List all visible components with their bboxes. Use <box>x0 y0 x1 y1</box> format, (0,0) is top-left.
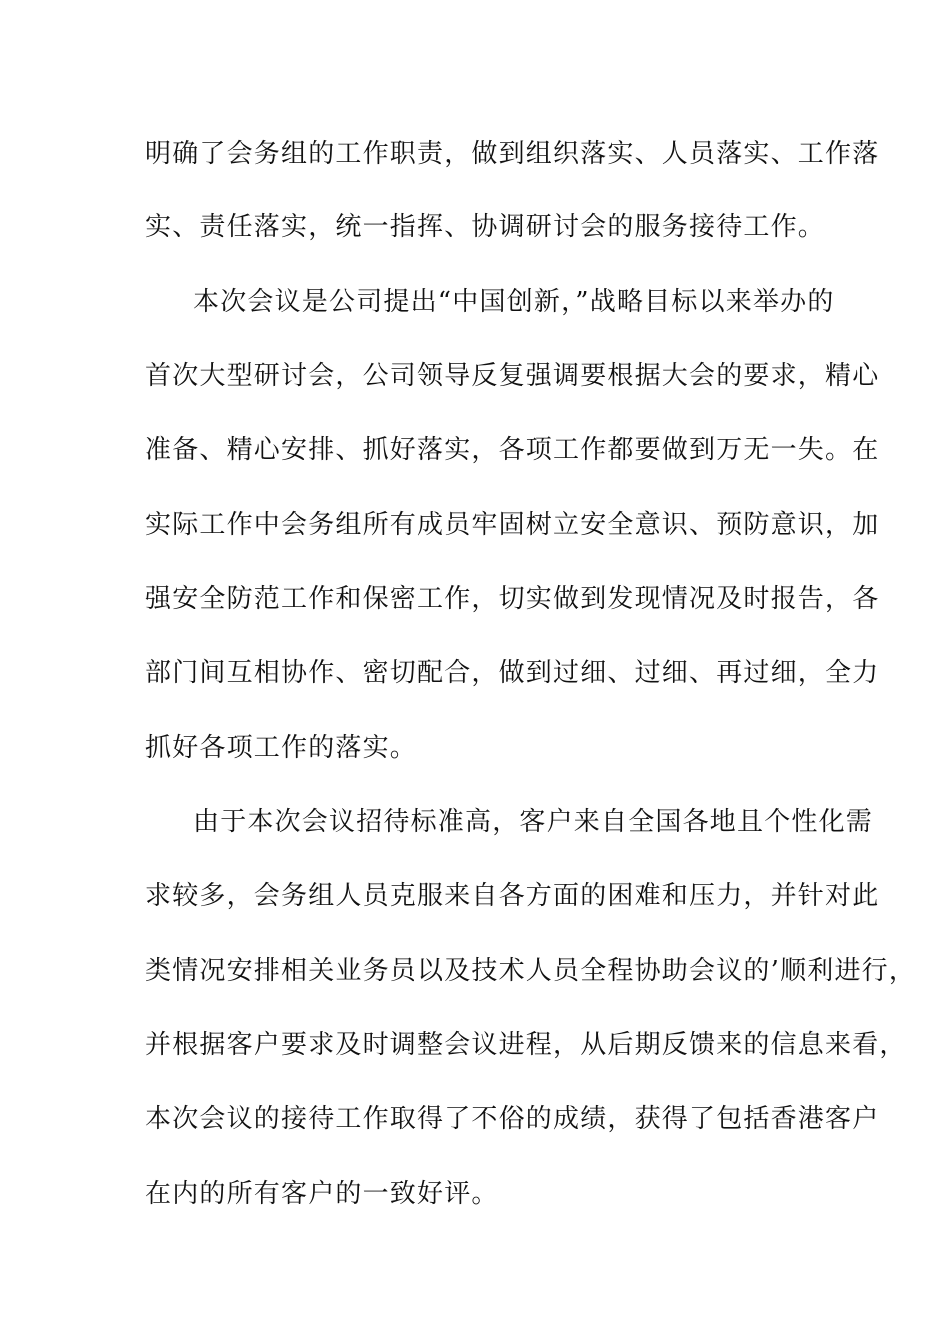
paragraph-2-line-4: 实际工作中会务组所有成员牢固树立安全意识、预防意识，加 <box>145 510 880 540</box>
paragraph-2-line-6: 部门间互相协作、密切配合，做到过细、过细、再过细，全力 <box>145 658 880 688</box>
paragraph-3-line-5: 本次会议的接待工作取得了不俗的成绩，获得了包括香港客户 <box>145 1104 880 1134</box>
paragraph-2-line-1: 本次会议是公司提出“中国创新，”战略目标以来举办的 <box>193 287 835 317</box>
paragraph-1-line-1: 明确了会务组的工作职责，做到组织落实、人员落实、工作落 <box>145 139 880 169</box>
paragraph-2-line-7: 抓好各项工作的落实。 <box>145 733 418 763</box>
paragraph-3-line-3: 类情况安排相关业务员以及技术人员全程协助会议的’顺利进行， <box>145 956 917 986</box>
paragraph-3-line-2: 求较多，会务组人员克服来自各方面的困难和压力，并针对此 <box>145 881 880 911</box>
paragraph-2-line-3: 准备、精心安排、抓好落实，各项工作都要做到万无一失。在 <box>145 435 880 465</box>
paragraph-1-line-2: 实、责任落实，统一指挥、协调研讨会的服务接待工作。 <box>145 212 826 242</box>
paragraph-2-line-2: 首次大型研讨会，公司领导反复强调要根据大会的要求，精心 <box>145 361 880 391</box>
paragraph-3-line-1: 由于本次会议招待标准高，客户来自全国各地且个性化需 <box>193 807 874 837</box>
paragraph-2-line-5: 强安全防范工作和保密工作，切实做到发现情况及时报告，各 <box>145 584 880 614</box>
paragraph-3-line-6: 在内的所有客户的一致好评。 <box>145 1179 499 1209</box>
paragraph-3-line-4: 并根据客户要求及时调整会议进程，从后期反馈来的信息来看， <box>145 1030 907 1060</box>
